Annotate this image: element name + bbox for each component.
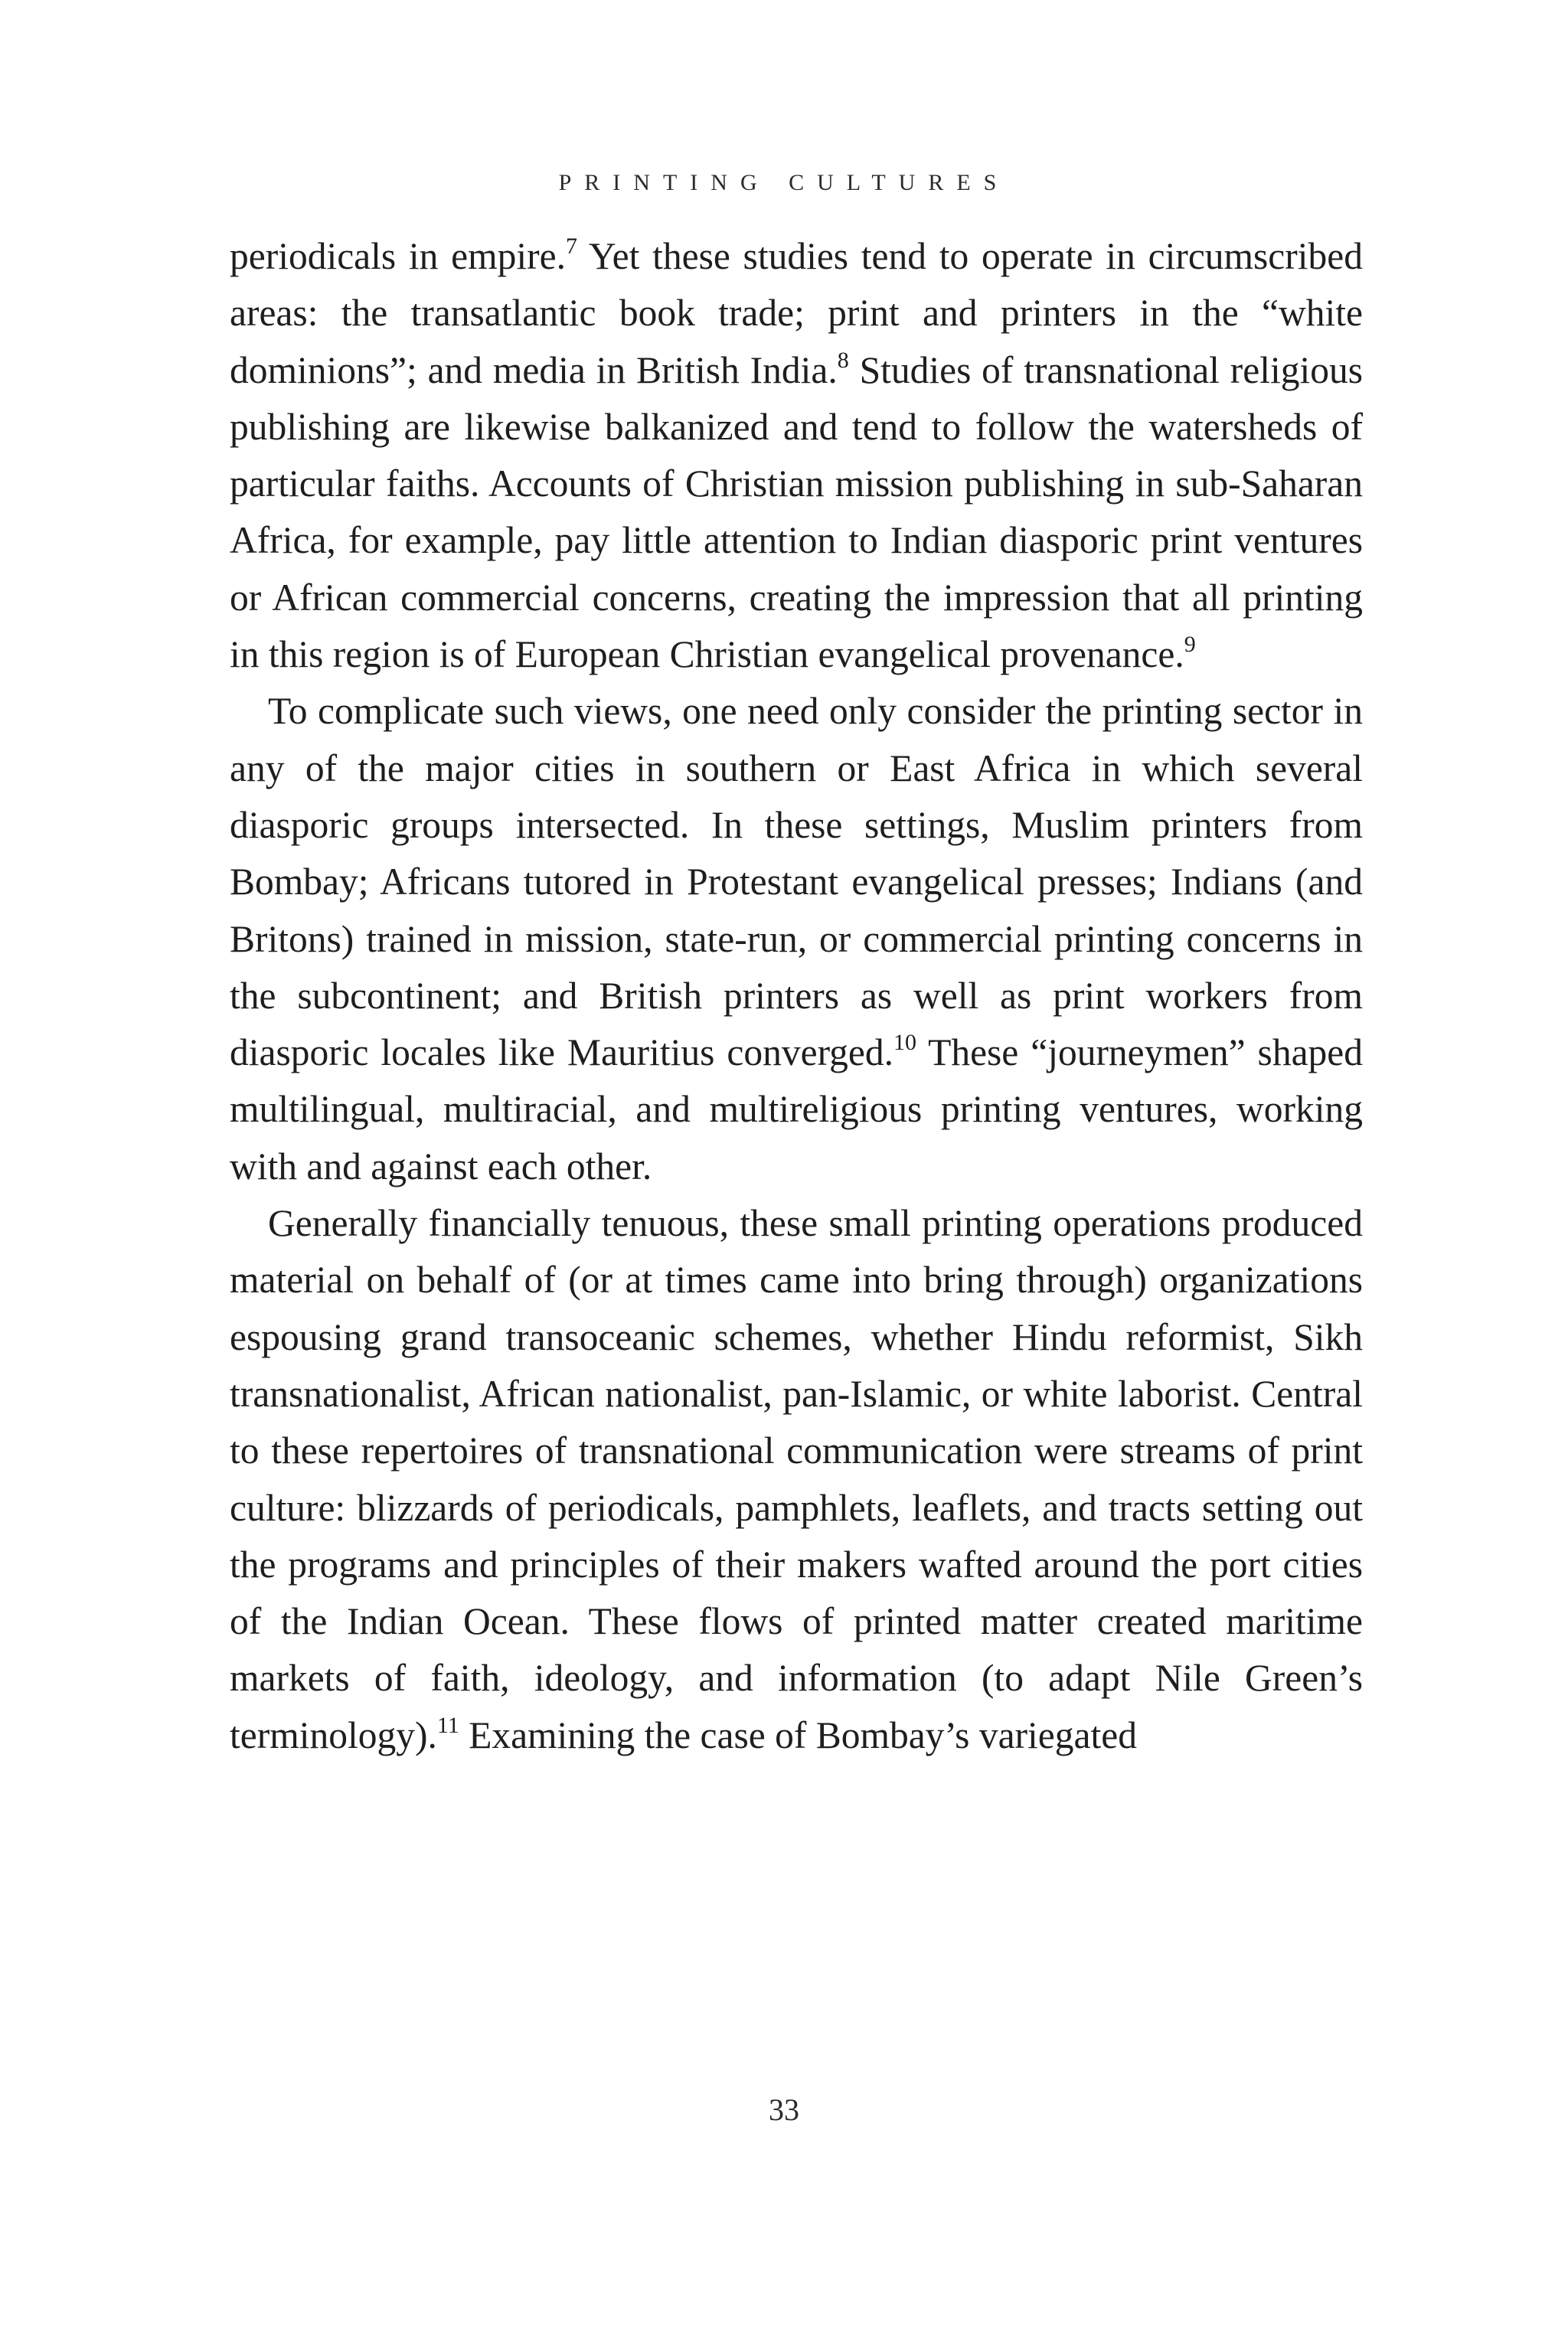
- paragraph: [230, 683, 1363, 1195]
- running-head: PRINTING CULTURES: [558, 170, 1010, 195]
- footnote-ref[interactable]: 11: [436, 1712, 459, 1738]
- text-run: Examining the case of Bombay’s variegated: [459, 1713, 1137, 1756]
- page-number: 33: [769, 2092, 799, 2127]
- paragraph: [230, 228, 1363, 683]
- paragraph: [230, 1195, 1363, 1764]
- text-run: Studies of transnational religious publishing are likewise balkanized and tend to follow the watersheds of particular faiths. Accounts of Christian mission publishing in sub-Saharan Africa, for example, pay little attention to Indian diasporic print ventures or African commercial concerns, creating the impression that all printing in this region is of European Christian evangelical provenance.: [230, 348, 1363, 676]
- footnote-ref[interactable]: 9: [1184, 632, 1196, 658]
- footnote-ref[interactable]: 10: [893, 1030, 917, 1056]
- footnote-ref[interactable]: 7: [565, 234, 577, 259]
- text-run: These “journeymen” shaped multilingual, multiracial, and multireligious printing ventures, working with and against each other.: [230, 1031, 1364, 1187]
- footnote-ref[interactable]: 8: [837, 347, 849, 373]
- text-run: To complicate such views, one need only consider the printing sector in any of the major cities in southern or East Africa in which several diasporic groups intersected. In these settings, Muslim printers from Bombay; Africans tutored in Protestant evangelical presses; Indians (and Britons) trained in mission, state-run, or commercial printing concerns in the subcontinent; and British printers as well as print workers from diasporic locales like Mauritius converged.: [230, 690, 1363, 1074]
- text-run: Yet these studies tend to operate in circumscribed areas: the transatlantic book trade; print and printers in the “white dominions”; and media in British India.: [230, 235, 1363, 391]
- text-run: periodicals in empire.: [230, 235, 566, 277]
- text-run: Generally financially tenuous, these small printing operations produced material on behalf of (or at times came into bring through) organizations espousing grand transoceanic schemes, whether Hindu reformist, Sikh transnationalist, African nationalist, pan-Islamic, or white laborist. Central to these repertoires of transnational communication were streams of print culture: blizzards of periodicals, pamphlets, leaflets, and tracts setting out the programs and principles of their makers wafted around the port cities of the Indian Ocean. These flows of printed matter created maritime markets of faith, ideology, and information (to adapt Nile Green’s terminology).: [230, 1202, 1363, 1756]
- body-text: [230, 228, 1363, 1764]
